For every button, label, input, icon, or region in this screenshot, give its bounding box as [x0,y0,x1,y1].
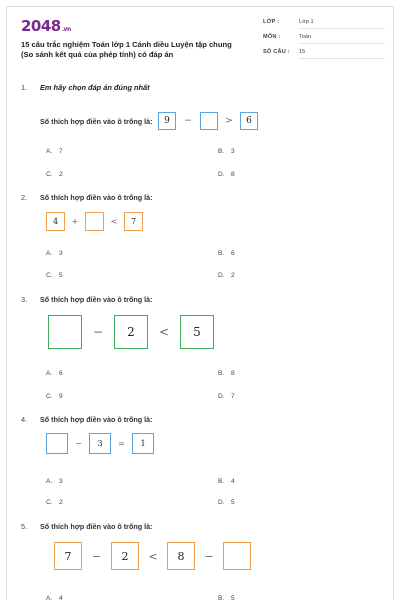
option-value: 7 [231,393,235,400]
option-letter: A. [46,148,53,155]
operator: > [225,116,233,126]
number-box: 1 [132,433,154,454]
number-box: 2 [114,315,148,349]
option-letter: D. [218,272,225,279]
option-value: 8 [231,370,235,377]
option-letter: A. [46,595,53,600]
option-b[interactable] [218,478,235,485]
number-box: 5 [180,315,214,349]
option-value: 2 [231,272,235,279]
option-d[interactable] [218,499,235,506]
answer-box[interactable] [200,112,218,130]
option-letter: B. [218,478,225,485]
answer-box[interactable] [85,212,104,231]
option-d[interactable] [218,393,235,400]
option-value: 5 [231,595,235,600]
math-expression [54,542,251,570]
question-3 [21,295,383,405]
question-number: 5. [21,522,28,531]
option-letter: C. [46,499,53,506]
math-expression [48,315,214,349]
option-value: 7 [59,148,63,155]
math-expression [158,112,258,130]
operator: − [75,439,82,448]
operator: < [148,549,158,563]
option-value: 9 [59,393,63,400]
option-value: 4 [231,478,235,485]
site-logo[interactable] [21,17,71,35]
option-letter: B. [218,148,225,155]
worksheet-page [6,6,394,600]
meta-row-count [263,47,385,62]
math-expression [46,212,143,231]
number-box: 7 [54,542,82,570]
option-letter: B. [218,595,225,600]
option-a[interactable] [46,595,63,600]
question-prompt: Số thích hợp điền vào ô trống là: [40,415,153,424]
option-letter: C. [46,272,53,279]
operator: < [158,325,170,339]
question-number: 1. [21,83,28,92]
question-number: 4. [21,415,28,424]
option-a[interactable] [46,478,63,485]
number-box: 3 [89,433,111,454]
meta-value: Toán [299,34,385,44]
question-4 [21,415,383,505]
instruction-text: Em hãy chọn đáp án đúng nhất [40,83,150,92]
operator: + [71,217,79,226]
operator: − [92,325,104,339]
operator: − [91,549,102,563]
option-a[interactable] [46,250,63,257]
option-b[interactable] [218,370,235,377]
option-b[interactable] [218,250,235,257]
number-box: 8 [167,542,195,570]
option-letter: C. [46,393,53,400]
option-value: 2 [59,499,63,506]
option-c[interactable] [46,171,63,178]
option-a[interactable] [46,370,63,377]
answer-box[interactable] [48,315,82,349]
option-letter: B. [218,250,225,257]
option-value: 8 [231,171,235,178]
meta-row-class [263,17,385,32]
option-d[interactable] [218,171,235,178]
logo-text: 2048 [21,17,61,35]
option-letter: D. [218,499,225,506]
number-box: 2 [111,542,139,570]
meta-value: 15 [299,49,385,59]
option-letter: C. [46,171,53,178]
option-letter: A. [46,250,53,257]
meta-key: SỐ CÂU : [263,49,290,55]
operator: − [184,116,192,126]
option-letter: B. [218,370,225,377]
question-prompt: Số thích hợp điền vào ô trống là: [40,522,153,531]
answer-box[interactable] [46,433,68,454]
question-1 [21,83,383,183]
option-a[interactable] [46,148,63,155]
operator: < [110,217,118,226]
option-value: 4 [59,595,63,600]
question-2 [21,193,383,283]
option-value: 3 [231,148,235,155]
worksheet-header [21,17,383,67]
option-c[interactable] [46,499,63,506]
math-expression [46,433,154,454]
number-box: 6 [240,112,258,130]
option-letter: D. [218,171,225,178]
worksheet-meta [263,17,385,62]
option-letter: D. [218,393,225,400]
option-d[interactable] [218,272,235,279]
answer-box[interactable] [223,542,251,570]
question-number: 2. [21,193,28,202]
option-value: 3 [59,250,63,257]
number-box: 7 [124,212,143,231]
option-c[interactable] [46,272,63,279]
option-letter: A. [46,370,53,377]
question-prompt: Số thích hợp điền vào ô trống là: [40,193,153,202]
option-value: 5 [231,499,235,506]
question-prompt: Số thích hợp điền vào ô trống là: [40,295,153,304]
logo-suffix: .vn [61,26,71,33]
question-number: 3. [21,295,28,304]
option-b[interactable] [218,595,235,600]
option-c[interactable] [46,393,63,400]
option-value: 6 [231,250,235,257]
meta-key: LỚP : [263,19,280,25]
worksheet-title: 15 câu trắc nghiệm Toán lớp 1 Cánh diều Luyện tập chung (So sánh kết quả của phép tính) có đáp án [21,40,232,59]
option-value: 5 [59,272,63,279]
option-value: 3 [59,478,63,485]
option-letter: A. [46,478,53,485]
option-value: 2 [59,171,63,178]
meta-row-subject [263,32,385,47]
option-value: 6 [59,370,63,377]
question-prompt: Số thích hợp điền vào ô trống là: [40,117,153,126]
operator: − [204,549,214,563]
question-5 [21,522,383,600]
meta-value: Lớp 1 [299,19,385,29]
option-b[interactable] [218,148,235,155]
operator: = [118,439,125,448]
number-box: 9 [158,112,176,130]
meta-key: MÔN : [263,34,281,40]
number-box: 4 [46,212,65,231]
